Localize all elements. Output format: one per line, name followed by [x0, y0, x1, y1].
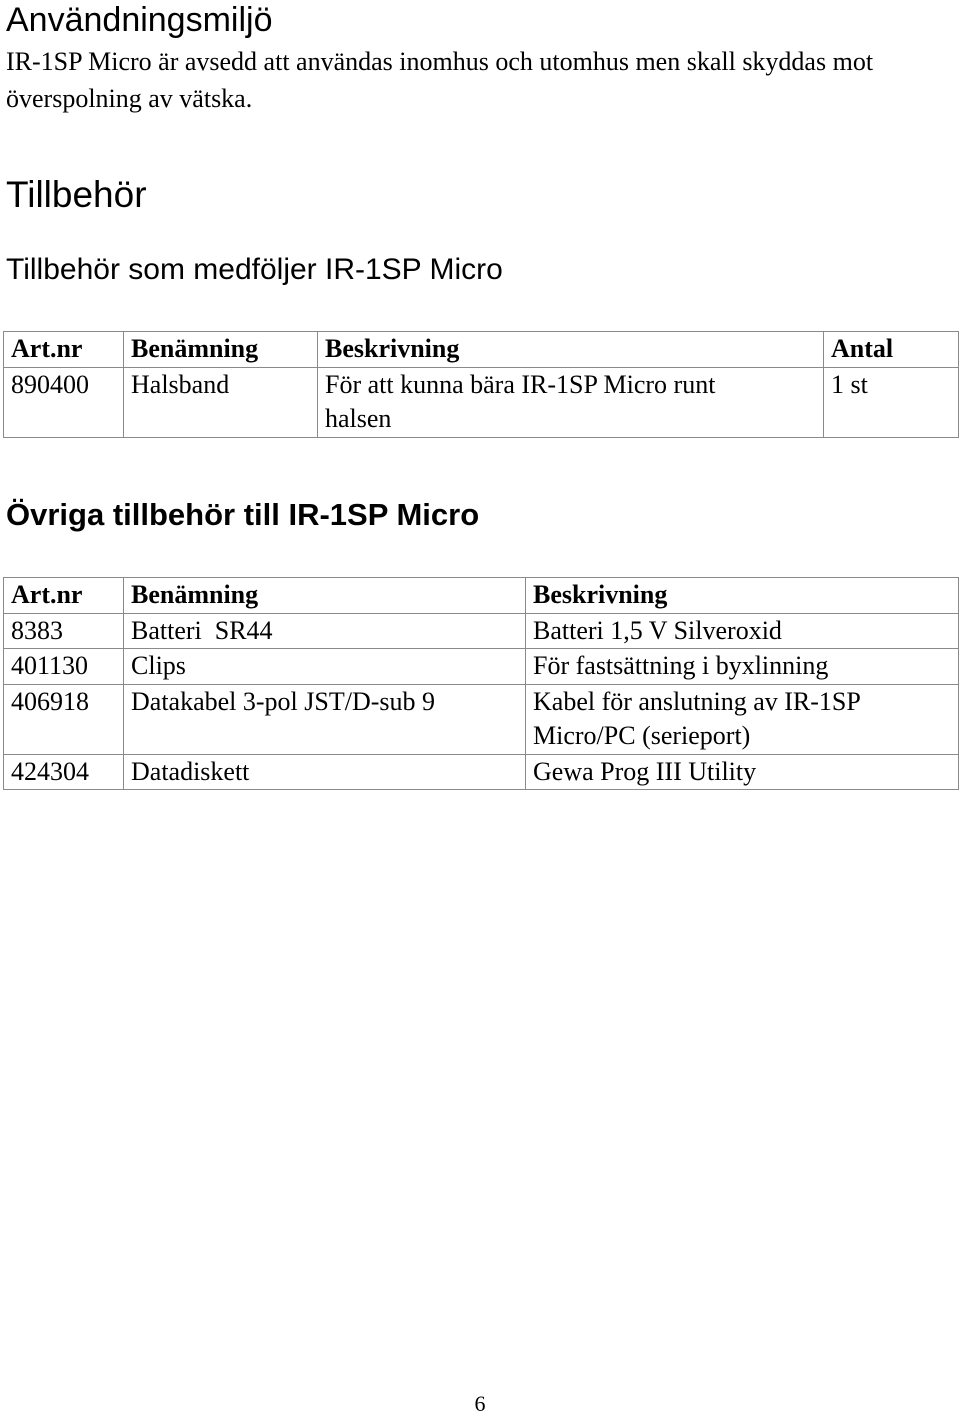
included-accessories-heading: Tillbehör som medföljer IR-1SP Micro [6, 253, 503, 286]
header-art-nr: Art.nr [4, 578, 124, 614]
header-benamning: Benämning [124, 578, 526, 614]
cell-benamning: Datadiskett [124, 754, 526, 790]
cell-art-nr: 424304 [4, 754, 124, 790]
cell-beskrivning: För att kunna bära IR-1SP Micro runt halsen [318, 367, 824, 437]
cell-beskrivning: Batteri 1,5 V Silveroxid [526, 613, 959, 649]
table-header-row [4, 332, 959, 368]
cell-art-nr: 406918 [4, 684, 124, 754]
cell-antal: 1 st [824, 367, 959, 437]
cell-art-nr: 890400 [4, 367, 124, 437]
cell-benamning: Datakabel 3-pol JST/D-sub 9 [124, 684, 526, 754]
cell-beskrivning: Gewa Prog III Utility [526, 754, 959, 790]
table-row [4, 613, 959, 649]
accessories-heading: Tillbehör [6, 174, 147, 215]
cell-beskrivning: För fastsättning i byxlinning [526, 649, 959, 685]
usage-heading: Användningsmiljö [6, 1, 273, 39]
cell-benamning: Halsband [124, 367, 318, 437]
header-beskrivning: Beskrivning [526, 578, 959, 614]
header-art-nr: Art.nr [4, 332, 124, 368]
cell-beskrivning: Kabel för anslutning av IR-1SP Micro/PC (serieport) [526, 684, 959, 754]
cell-benamning: Batteri SR44 [124, 613, 526, 649]
other-accessories-heading: Övriga tillbehör till IR-1SP Micro [6, 497, 480, 532]
included-accessories-table [3, 331, 959, 438]
cell-art-nr: 8383 [4, 613, 124, 649]
table-row [4, 684, 959, 754]
header-beskrivning: Beskrivning [318, 332, 824, 368]
other-accessories-table [3, 577, 959, 790]
table-row [4, 754, 959, 790]
cell-art-nr: 401130 [4, 649, 124, 685]
table-row [4, 649, 959, 685]
page-number: 6 [474, 1391, 486, 1416]
cell-benamning: Clips [124, 649, 526, 685]
header-antal: Antal [824, 332, 959, 368]
table-header-row [4, 578, 959, 614]
table-row [4, 367, 959, 437]
usage-text: IR-1SP Micro är avsedd att användas inomhus och utomhus men skall skyddas mot överspolning av vätska. [6, 47, 874, 113]
header-benamning: Benämning [124, 332, 318, 368]
